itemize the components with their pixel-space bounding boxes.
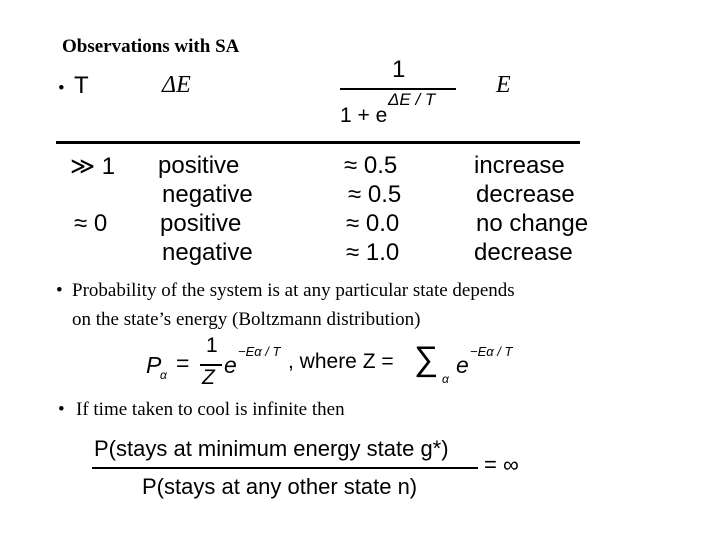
formula-p-subscript: α [160, 368, 167, 382]
bullet-marker: • [56, 280, 63, 301]
row2-delta-e: negative [162, 181, 253, 208]
row1-t: ≫ 1 [70, 153, 116, 180]
bullet-marker: • [58, 78, 65, 99]
header-fraction-exponent: ΔE / T [388, 90, 436, 109]
row1-e: increase [474, 152, 565, 179]
paragraph-line: on the state’s energy (Boltzmann distribution) [72, 309, 421, 330]
header-fraction-denominator: 1 + e [340, 104, 388, 127]
paragraph-line: Probability of the system is at any particular state depends [72, 280, 515, 301]
row3-e: no change [476, 210, 589, 237]
ratio-rhs: = ∞ [484, 452, 519, 477]
row3-delta-e: positive [160, 210, 242, 237]
formula-sum-subscript: α [442, 372, 449, 386]
row4-probability: ≈ 1.0 [346, 239, 400, 266]
header-delta-e: ΔE [162, 72, 191, 98]
formula-p: P [146, 352, 162, 378]
header-t: T [74, 72, 89, 99]
row2-e: decrease [476, 181, 575, 208]
formula-equals: = [176, 350, 190, 376]
formula-where: , where Z = [288, 350, 394, 373]
ratio-numerator: P(stays at minimum energy state g*) [94, 436, 449, 461]
row3-probability: ≈ 0.0 [346, 210, 400, 237]
row3-t: ≈ 0 [74, 210, 108, 237]
formula-denominator: Z [202, 366, 215, 389]
row1-delta-e: positive [158, 152, 240, 179]
row4-e: decrease [474, 239, 573, 266]
formula-exponent-2: −Eα / T [470, 344, 513, 359]
slide-title: Observations with SA [62, 36, 240, 57]
formula-exponent: −Eα / T [238, 344, 281, 359]
row1-probability: ≈ 0.5 [344, 152, 398, 179]
ratio-fraction-bar [92, 467, 478, 469]
ratio-denominator: P(stays at any other state n) [142, 474, 418, 499]
row4-delta-e: negative [162, 239, 253, 266]
paragraph-line: If time taken to cool is infinite then [76, 399, 345, 420]
formula-numerator: 1 [206, 334, 218, 357]
table-rule [56, 141, 580, 144]
formula-exponential-2: e [456, 352, 469, 378]
header-e: E [496, 72, 511, 98]
header-fraction-numerator: 1 [392, 56, 406, 83]
formula-sum-symbol: ∑ [414, 340, 439, 378]
formula-exponential: e [224, 352, 237, 378]
row2-probability: ≈ 0.5 [348, 181, 402, 208]
bullet-marker: • [58, 399, 65, 420]
